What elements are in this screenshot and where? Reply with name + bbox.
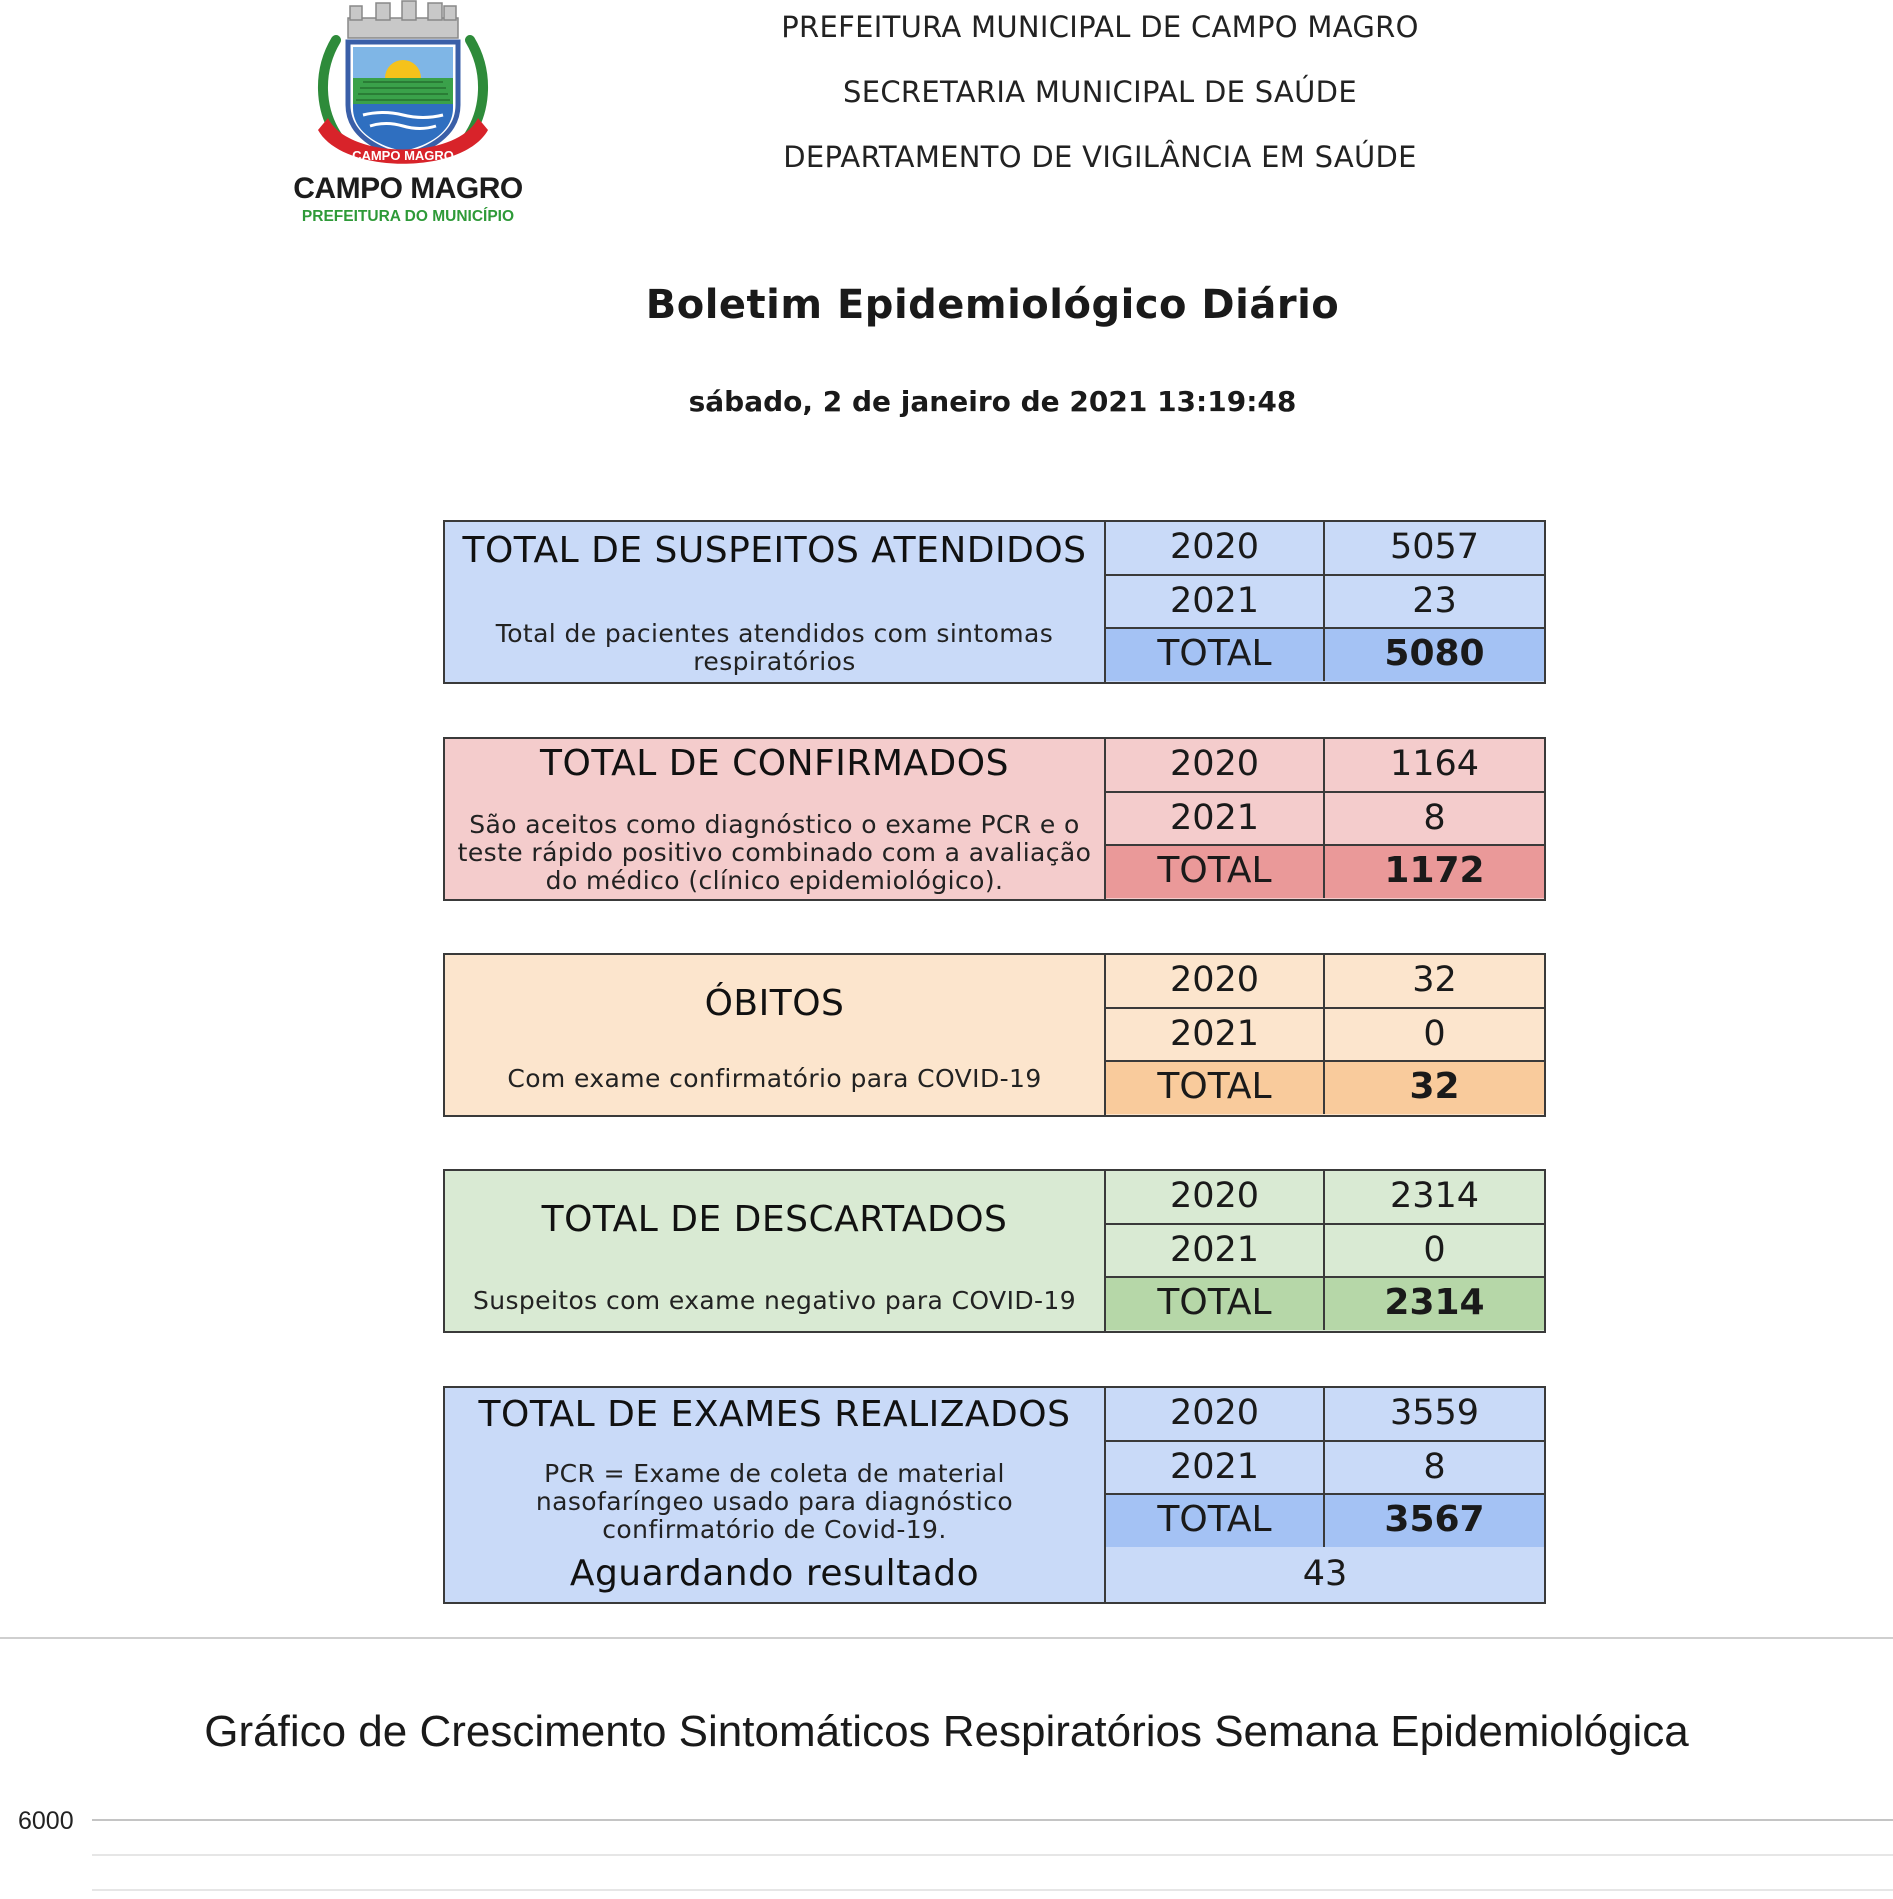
header-department: DEPARTAMENTO DE VIGILÂNCIA EM SAÚDE [783, 140, 1417, 174]
total-label-cell: TOTAL [1106, 1062, 1325, 1114]
year-cell: 2020 [1106, 739, 1325, 791]
confirmed-values [1106, 739, 1544, 899]
total-row [1106, 1278, 1544, 1330]
value-cell: 2314 [1389, 1176, 1480, 1216]
total-value-cell: 3567 [1384, 1499, 1485, 1540]
table-row [1106, 1171, 1544, 1225]
suspects-block [443, 520, 1546, 684]
year-cell: 2020 [1106, 522, 1325, 574]
deaths-description-cell [445, 955, 1106, 1115]
discarded-description-cell [445, 1171, 1106, 1331]
discarded-description: Suspeitos com exame negativo para COVID-19 [472, 1286, 1077, 1315]
chart-title: Gráfico de Crescimento Sintomáticos Respiratórios Semana Epidemiológica [204, 1707, 1689, 1756]
discarded-values [1106, 1171, 1544, 1331]
ribbon-text: CAMPO MAGRO [352, 148, 454, 163]
page-title: Boletim Epidemiológico Diário [645, 282, 1340, 328]
confirmed-block [443, 737, 1546, 901]
value-cell: 23 [1412, 580, 1457, 621]
exams-block [443, 1386, 1546, 1550]
total-row [1106, 846, 1544, 898]
value-cell: 0 [1423, 1013, 1446, 1054]
deaths-label: ÓBITOS [704, 983, 845, 1024]
table-row [1106, 522, 1544, 576]
total-row [1106, 1062, 1544, 1114]
total-value-cell: 32 [1409, 1066, 1460, 1107]
total-value-cell: 2314 [1384, 1282, 1485, 1323]
table-row [1106, 1388, 1544, 1442]
growth-chart [0, 1790, 1893, 1899]
year-cell: 2020 [1106, 1171, 1325, 1223]
suspects-description: Total de pacientes atendidos com sintomas respiratórios [495, 619, 1054, 676]
confirmed-label: TOTAL DE CONFIRMADOS [540, 743, 1009, 784]
y-tick-label: 6000 [18, 1807, 74, 1835]
table-row [1106, 739, 1544, 793]
section-divider [0, 1637, 1893, 1639]
coat-of-arms-icon [278, 0, 538, 170]
suspects-label: TOTAL DE SUSPEITOS ATENDIDOS [462, 530, 1087, 571]
total-value-cell: 1172 [1384, 850, 1485, 891]
exams-description-cell [445, 1388, 1106, 1548]
total-row [1106, 629, 1544, 681]
total-label-cell: TOTAL [1106, 1278, 1325, 1330]
year-cell: 2021 [1106, 1442, 1325, 1494]
suspects-description-cell [445, 522, 1106, 682]
total-label-cell: TOTAL [1106, 846, 1325, 898]
header-municipality: PREFEITURA MUNICIPAL DE CAMPO MAGRO [781, 10, 1419, 44]
exams-description: PCR = Exame de coleta de material nasofaríngeo usado para diagnóstico confirmatório de Covid-19. [535, 1459, 1014, 1544]
year-cell: 2021 [1106, 1225, 1325, 1277]
total-row [1106, 1495, 1544, 1547]
confirmed-description: São aceitos como diagnóstico o exame PCR e o teste rápido positivo combinado com a avaliação do médico (clínico epidemiológico). [457, 810, 1092, 895]
table-row [1106, 793, 1544, 847]
value-cell: 5057 [1389, 527, 1480, 567]
year-cell: 2020 [1106, 955, 1325, 1007]
logo-title: CAMPO MAGRO [293, 172, 523, 205]
year-cell: 2021 [1106, 793, 1325, 845]
table-row [1106, 1009, 1544, 1063]
value-cell: 8 [1423, 1446, 1446, 1487]
year-cell: 2021 [1106, 1009, 1325, 1061]
header-secretariat: SECRETARIA MUNICIPAL DE SAÚDE [843, 75, 1357, 109]
total-value-cell: 5080 [1384, 633, 1485, 674]
value-cell: 32 [1412, 960, 1457, 1000]
table-row [1106, 1225, 1544, 1279]
value-cell: 0 [1423, 1229, 1446, 1270]
deaths-values [1106, 955, 1544, 1115]
exams-values [1106, 1388, 1544, 1548]
discarded-block [443, 1169, 1546, 1333]
value-cell: 1164 [1389, 744, 1480, 784]
table-row [1106, 576, 1544, 630]
table-row [1106, 1442, 1544, 1496]
campo-magro-logo [278, 0, 538, 230]
suspects-values [1106, 522, 1544, 682]
report-date: sábado, 2 de janeiro de 2021 13:19:48 [688, 385, 1297, 418]
total-label-cell: TOTAL [1106, 1495, 1325, 1547]
logo-subtitle: PREFEITURA DO MUNICÍPIO [301, 208, 515, 225]
table-row [1106, 955, 1544, 1009]
awaiting-results-row [443, 1548, 1546, 1604]
year-cell: 2020 [1106, 1388, 1325, 1440]
chart-svg [0, 1790, 1893, 1899]
deaths-description: Com exame confirmatório para COVID-19 [507, 1064, 1042, 1093]
deaths-block [443, 953, 1546, 1117]
year-cell: 2021 [1106, 576, 1325, 628]
value-cell: 8 [1423, 797, 1446, 838]
total-label-cell: TOTAL [1106, 629, 1325, 681]
awaiting-results-value: 43 [1302, 1554, 1348, 1594]
confirmed-description-cell [445, 739, 1106, 899]
discarded-label: TOTAL DE DESCARTADOS [541, 1199, 1008, 1240]
exams-label: TOTAL DE EXAMES REALIZADOS [478, 1394, 1071, 1435]
awaiting-results-label: Aguardando resultado [445, 1548, 1106, 1602]
value-cell: 3559 [1389, 1393, 1480, 1433]
